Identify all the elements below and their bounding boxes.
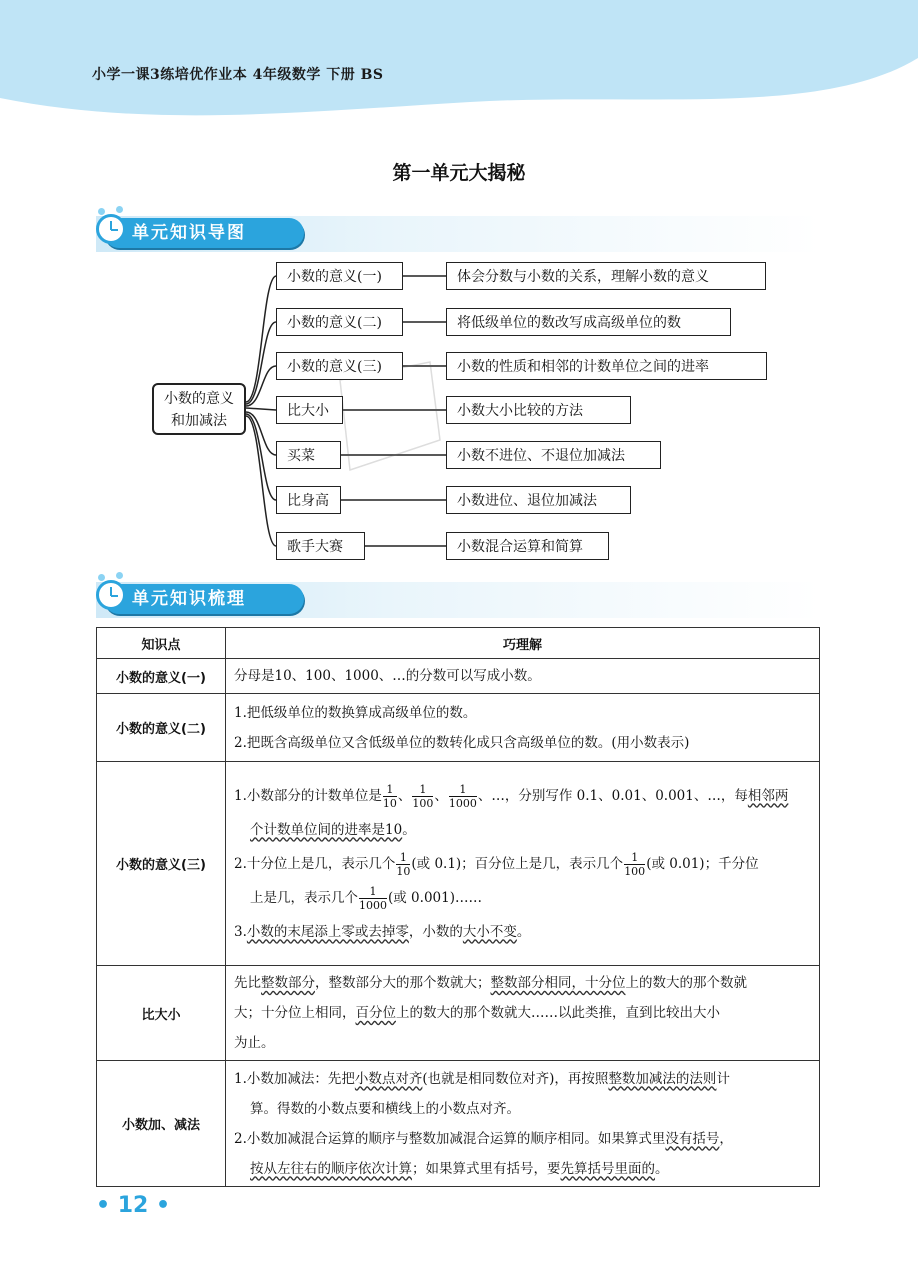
text-line (234, 915, 811, 949)
table-row (97, 659, 820, 694)
mindmap-topic: 买菜 (276, 441, 341, 469)
mindmap-topic: 小数的意义(三) (276, 352, 403, 380)
text-span: 。 (655, 1160, 669, 1177)
text-line (234, 813, 811, 847)
text-span: 整数加减法的法则 (608, 1070, 717, 1087)
text-line (234, 968, 811, 998)
fraction-den: 1000 (359, 898, 387, 912)
mindmap-topic: 小数的意义(二) (276, 308, 403, 336)
mindmap-detail: 小数不进位、不退位加减法 (446, 441, 661, 469)
text-span: (或 0.1)；百分位上是几，表示几个 (411, 855, 624, 872)
fraction (396, 851, 410, 878)
text-span: ， (719, 1130, 733, 1147)
text-line: 为止。 (234, 1035, 275, 1051)
text-line (234, 881, 811, 915)
text-span: 按从左往右的顺序依次计算 (250, 1160, 412, 1177)
section-title: 单元知识梳理 (104, 584, 304, 614)
text-span: 1.小数部分的计数单位是 (234, 787, 382, 804)
text-line (234, 1124, 811, 1154)
fraction (624, 851, 645, 878)
text-span: 1.小数加减法：先把 (234, 1070, 355, 1087)
text-line: 算。得数的小数点要和横线上的小数点对齐。 (250, 1100, 520, 1117)
text-span: 没有括号 (665, 1130, 720, 1147)
review-section-banner (96, 578, 820, 618)
text-span: 先算括号里面的 (560, 1160, 655, 1177)
drop-icon (98, 574, 105, 581)
fraction-num: 1 (412, 783, 433, 797)
clock-icon (96, 580, 126, 610)
mindmap-detail: 小数大小比较的方法 (446, 396, 631, 424)
page-number: • 12 • (96, 1193, 171, 1218)
column-header: 巧理解 (226, 628, 820, 659)
knowledge-point: 小数的意义(三) (97, 762, 226, 966)
text-span: 整数部分 (261, 975, 315, 991)
knowledge-point: 比大小 (97, 966, 226, 1061)
text-line (234, 998, 811, 1028)
mindmap-detail: 小数混合运算和简算 (446, 532, 609, 560)
text-span: 上的数大的那个数就 (625, 975, 747, 991)
explanation (226, 1061, 820, 1187)
section-title: 单元知识导图 (104, 218, 304, 248)
book-title: 小学一课3练培优作业本 4年级数学 下册 BS (92, 67, 384, 83)
root-line: 和加减法 (171, 413, 227, 429)
table-row (97, 694, 820, 762)
fraction (449, 783, 477, 810)
header-wave (0, 0, 918, 118)
drop-icon (116, 572, 123, 579)
text-span: 2.十分位上是几，表示几个 (234, 855, 396, 872)
text-line: 1.把低级单位的数换算成高级单位的数。 (234, 704, 477, 721)
text-span: 。 (516, 923, 531, 940)
text-span: 小数的末尾添上零或去掉零 (246, 923, 409, 940)
text-span: (也就是相同数位对齐)，再按照 (422, 1070, 609, 1087)
root-line: 小数的意义 (164, 391, 234, 407)
mindmap-topic: 小数的意义(一) (276, 262, 403, 290)
text-span: ，小数的 (408, 923, 463, 940)
explanation (226, 762, 820, 966)
fraction (359, 885, 387, 912)
fraction-den: 10 (382, 796, 397, 810)
text-span: (或 0.001)…… (388, 889, 482, 906)
text-span: (或 0.01)；千分位 (646, 855, 759, 872)
table-row (97, 1061, 820, 1187)
table-header-row (97, 628, 820, 659)
drop-icon (116, 206, 123, 213)
fraction-num: 1 (624, 851, 645, 865)
explanation: 分母是10、100、1000、…的分数可以写成小数。 (226, 659, 820, 694)
text-span: 、 (434, 787, 448, 804)
text-span: 计 (716, 1070, 730, 1087)
text-span: 小数点对齐 (354, 1070, 423, 1087)
text-span: ，整数部分大的那个数就大； (315, 975, 491, 991)
drop-icon (98, 208, 105, 215)
table-row (97, 966, 820, 1061)
clock-icon (96, 214, 126, 244)
page-header (0, 0, 918, 118)
text-span: ；如果算式里有括号，要 (412, 1160, 561, 1177)
fraction-den: 100 (412, 796, 434, 810)
text-span: 百分位 (355, 1005, 396, 1021)
text-line (234, 779, 811, 813)
knowledge-table (96, 627, 820, 1187)
unit-title: 第一单元大揭秘 (392, 162, 526, 184)
mindmap-detail: 小数的性质和相邻的计数单位之间的进率 (446, 352, 767, 380)
text-span: 上是几，表示几个 (250, 889, 358, 906)
mindmap-topic: 比大小 (276, 396, 343, 424)
mindmap-section-banner (96, 212, 820, 252)
text-span: 个计数单位间的进率是10 (250, 821, 403, 838)
fraction-den: 10 (396, 864, 411, 878)
text-span: 。 (402, 821, 416, 838)
mindmap-root (152, 383, 246, 435)
mindmap-detail: 体会分数与小数的关系，理解小数的意义 (446, 262, 766, 290)
fraction-num: 1 (383, 783, 397, 797)
text-line (234, 847, 811, 881)
text-line (234, 1064, 811, 1094)
text-span: 整数部分相同，十分位 (490, 975, 626, 991)
knowledge-point: 小数的意义(一) (97, 659, 226, 694)
mindmap-detail: 小数进位、退位加减法 (446, 486, 631, 514)
text-span: 大小不变 (462, 923, 517, 940)
explanation (226, 694, 820, 762)
knowledge-point: 小数的意义(二) (97, 694, 226, 762)
text-span: 大；十分位上相同， (234, 1005, 356, 1021)
mindmap-topic: 歌手大赛 (276, 532, 365, 560)
fraction-num: 1 (396, 851, 410, 865)
text-line: 2.把既含高级单位又含低级单位的数转化成只含高级单位的数。(用小数表示) (234, 734, 690, 751)
knowledge-point: 小数加、减法 (97, 1061, 226, 1187)
text-span: 2.小数加减混合运算的顺序与整数加减混合运算的顺序相同。如果算式里 (234, 1130, 666, 1147)
fraction-num: 1 (359, 885, 387, 899)
fraction-den: 1000 (448, 796, 477, 810)
text-span: 先比 (234, 975, 261, 991)
text-span: 相邻两 (747, 787, 789, 804)
mindmap-topic: 比身高 (276, 486, 341, 514)
text-span: 上的数大的那个数就大……以此类推，直到比较出大小 (396, 1005, 720, 1021)
text-span: 、 (397, 787, 412, 804)
fraction-num: 1 (449, 783, 477, 797)
mindmap-detail: 将低级单位的数改写成高级单位的数 (446, 308, 731, 336)
text-span: 、…，分别写作 0.1、0.01、0.001、…，每 (477, 787, 748, 804)
fraction-den: 100 (624, 864, 646, 878)
column-header: 知识点 (97, 628, 226, 659)
text-line (234, 1154, 811, 1184)
text-span: 3. (234, 923, 247, 940)
fraction (412, 783, 433, 810)
fraction (383, 783, 397, 810)
explanation (226, 966, 820, 1061)
table-row (97, 762, 820, 966)
